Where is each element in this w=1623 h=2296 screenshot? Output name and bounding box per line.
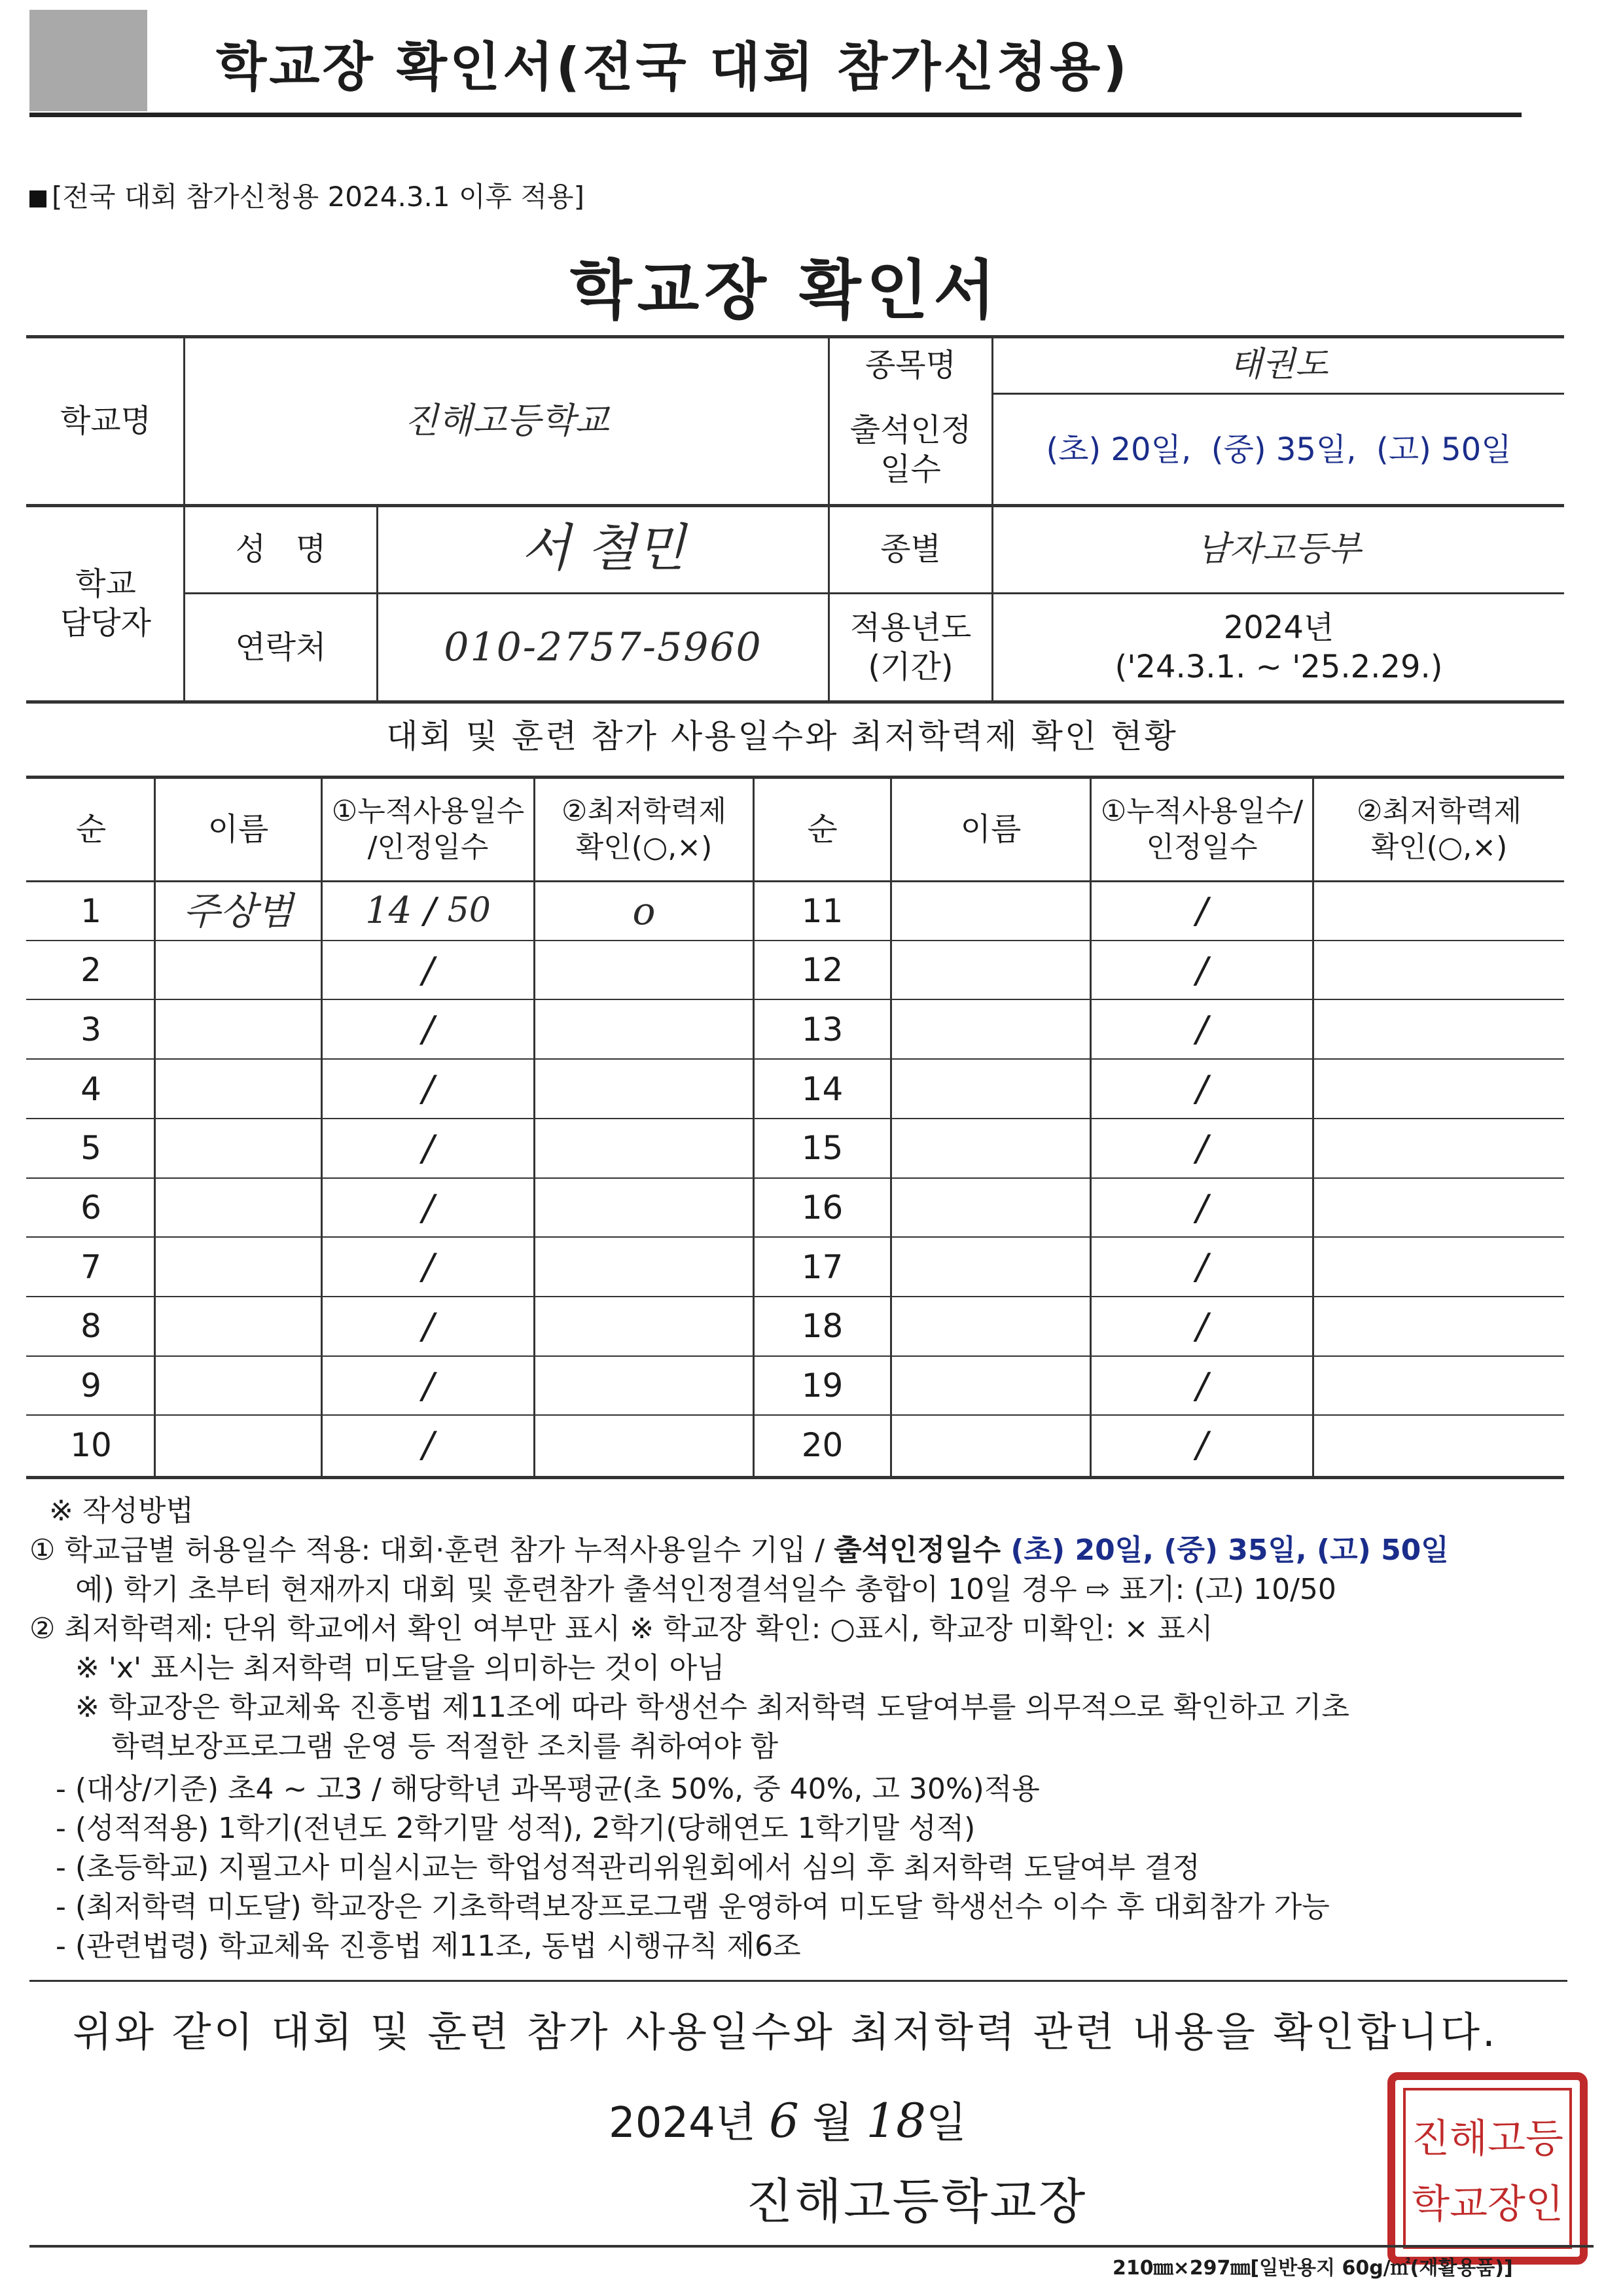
- square-bullet-icon: [29, 190, 46, 207]
- instruction-note-2: ※ 학교장은 학교체육 진흥법 제11조에 따라 학생선수 최저학력 도달여부를 의무적으로 확인하고 기초: [75, 1691, 1349, 1724]
- right-seq: 15: [801, 1129, 844, 1168]
- right-seq: 12: [801, 951, 844, 990]
- right-seq: 11: [801, 891, 844, 930]
- left-name-cell: [156, 1120, 321, 1177]
- instruction-item-1-days: (초) 20일, (중) 35일, (고) 50일: [1001, 1534, 1449, 1567]
- left-name-cell: [156, 1238, 321, 1296]
- left-check: o: [632, 888, 656, 933]
- school-label: 학교명: [60, 402, 152, 439]
- slash-separator: /: [1196, 949, 1208, 991]
- left-check-cell: [535, 1001, 753, 1058]
- notice-line: [29, 175, 584, 215]
- header-seq: 순: [75, 810, 107, 848]
- right-name-cell: [892, 1298, 1090, 1355]
- left-name-cell: [156, 1060, 321, 1118]
- right-days-cell: [1092, 1357, 1312, 1415]
- instruction-bullet: - (초등학교) 지필고사 미실시교는 학업성적관리위원회에서 심의 후 최저학력 도달여부 결정: [56, 1851, 1200, 1884]
- date-year: 2024년: [609, 2099, 756, 2147]
- right-name-cell: [892, 1416, 1090, 1474]
- slash-separator: /: [421, 1424, 435, 1466]
- year-value: 2024년 ('24.3.1. ~ '25.2.29.): [1115, 609, 1443, 685]
- slash-separator: /: [1196, 1424, 1208, 1466]
- right-seq: 20: [801, 1426, 844, 1464]
- right-days-cell: [1092, 1416, 1312, 1474]
- seal-text-bottom: 학교장인: [1412, 2181, 1563, 2227]
- slash-separator: /: [421, 1365, 435, 1407]
- right-seq-cell: [755, 1179, 890, 1237]
- header-divider: [29, 113, 1522, 117]
- name-label: 성 명: [235, 531, 327, 567]
- header-check-right: ②최저학력제 확인(○,×): [1357, 794, 1522, 864]
- section-caption: 대회 및 훈련 참가 사용일수와 최저학력제 확인 현황: [386, 717, 1178, 755]
- left-days-cell: [323, 1179, 533, 1237]
- right-days-cell: [1092, 1001, 1312, 1058]
- left-days-cell: [323, 1357, 533, 1415]
- year-label: 적용년도 (기간): [849, 609, 972, 685]
- left-check-cell: [535, 1120, 753, 1177]
- slash-separator: /: [1196, 1009, 1208, 1050]
- right-check-cell: [1314, 1416, 1564, 1474]
- right-seq: 16: [801, 1189, 844, 1227]
- instruction-bullet: - (관련법령) 학교체육 진흥법 제11조, 동법 시행규칙 제6조: [56, 1929, 801, 1963]
- right-seq: 17: [801, 1247, 844, 1286]
- footer-divider: [29, 2245, 1594, 2248]
- left-days-cell: [323, 1060, 533, 1118]
- left-check-cell: [535, 1179, 753, 1237]
- left-seq: 3: [80, 1010, 101, 1049]
- right-name-cell: [892, 1060, 1090, 1118]
- instruction-item-1-text: ① 학교급별 허용일수 적용: 대회·훈련 참가 누적사용일수 기입 /: [29, 1534, 834, 1567]
- days-allowed: 50: [447, 891, 491, 931]
- left-seq-cell: [28, 1001, 154, 1058]
- left-seq-cell: [28, 1357, 154, 1415]
- right-name-cell: [892, 1001, 1090, 1058]
- left-seq: 5: [80, 1129, 101, 1168]
- table-row-rule: [26, 940, 1564, 941]
- left-check-cell: [535, 1060, 753, 1118]
- sport-value: 태권도: [1229, 345, 1329, 384]
- right-seq: 18: [801, 1307, 844, 1346]
- instruction-example: 예) 학기 초부터 현재까지 대회 및 훈련참가 출석인정결석일수 총합이 10일 경우 ⇨ 표기: (고) 10/50: [75, 1573, 1336, 1606]
- contact-value: 010-2757-5960: [444, 624, 762, 670]
- right-days-cell: [1092, 1120, 1312, 1177]
- slash-separator: /: [421, 1009, 435, 1050]
- table-bottom-border: [26, 1476, 1564, 1479]
- instruction-note-2-cont: 학력보장프로그램 운영 등 적절한 조치를 취하여야 함: [111, 1730, 779, 1763]
- right-seq-cell: [755, 1298, 890, 1355]
- left-days-cell: [323, 1238, 533, 1296]
- principal-name: 진해고등학교장: [746, 2174, 1088, 2230]
- right-name-cell: [892, 1357, 1090, 1415]
- slash-separator: /: [1196, 1127, 1208, 1169]
- instruction-bullet: - (최저학력 미도달) 학교장은 기초학력보장프로그램 운영하여 미도달 학생선수 이수 후 대회참가 가능: [56, 1890, 1330, 1924]
- header-title: 학교장 확인서(전국 대회 참가신청용): [216, 37, 1130, 98]
- left-name-cell: [156, 1357, 321, 1415]
- left-name-cell: [156, 1298, 321, 1355]
- right-seq-cell: [755, 1060, 890, 1118]
- right-name-cell: [892, 882, 1090, 940]
- right-check-cell: [1314, 1357, 1564, 1415]
- division-value: 남자고등부: [1196, 529, 1361, 569]
- attendance-label: 출석인정 일수: [849, 411, 972, 488]
- slash-separator: /: [1196, 1365, 1208, 1407]
- right-seq-cell: [755, 1238, 890, 1296]
- date-month-unit: 월: [812, 2099, 853, 2147]
- date-day-unit: 일: [926, 2099, 967, 2147]
- right-seq-cell: [755, 1416, 890, 1474]
- left-name-cell: [156, 942, 321, 999]
- instruction-bullet: - (성적적용) 1학기(전년도 2학기말 성적), 2학기(당해연도 1학기말 성적): [56, 1812, 976, 1845]
- seal-text-top: 진해고등: [1412, 2116, 1563, 2162]
- right-seq-cell: [755, 942, 890, 999]
- left-seq-cell: [28, 942, 154, 999]
- days-used: 14: [365, 889, 412, 932]
- instruction-bullet: - (대상/기준) 초4 ~ 고3 / 해당학년 과목평균(초 50%, 중 40%, 고 30%)적용: [56, 1772, 1040, 1806]
- right-seq-cell: [755, 882, 890, 940]
- right-check-cell: [1314, 942, 1564, 999]
- header-name-right: 이름: [960, 810, 1022, 848]
- info-bottom-border: [26, 700, 1564, 704]
- slash-separator: /: [421, 1246, 435, 1288]
- name-value: 서 철민: [521, 519, 685, 579]
- right-days-cell: [1092, 1179, 1312, 1237]
- left-days-cell: [323, 1298, 533, 1355]
- contact-label: 연락처: [235, 629, 327, 666]
- instruction-item-2: ② 최저학력제: 단위 학교에서 확인 여부만 표시 ※ 학교장 확인: ○표시, 학교장 미확인: × 표시: [29, 1612, 1213, 1645]
- instruction-item-1: [29, 1534, 1449, 1568]
- left-seq-cell: [28, 1179, 154, 1237]
- sport-label: 종목명: [865, 346, 957, 384]
- left-days-cell: [323, 1416, 533, 1474]
- date-day: 18: [866, 2093, 926, 2148]
- header-days-right: ①누적사용일수/ 인정일수: [1100, 794, 1304, 864]
- official-seal-icon: [1380, 2067, 1596, 2270]
- left-days-cell: [323, 1120, 533, 1177]
- right-name-cell: [892, 1238, 1090, 1296]
- right-check-cell: [1314, 1179, 1564, 1237]
- header-seq-right: 순: [807, 810, 838, 848]
- left-seq-cell: [28, 1238, 154, 1296]
- paper-spec: 210㎜×297㎜[일반용지 60g/㎡(재활용품)]: [1113, 2257, 1513, 2280]
- left-seq: 1: [80, 891, 101, 930]
- instruction-note-1: ※ 'x' 표시는 최저학력 미도달을 의미하는 것이 아님: [75, 1651, 725, 1685]
- right-seq: 14: [801, 1069, 844, 1108]
- header-check: ②최저학력제 확인(○,×): [562, 794, 726, 864]
- left-name: 주상범: [183, 888, 294, 933]
- left-seq-cell: [28, 1120, 154, 1177]
- school-value: 진해고등학교: [404, 399, 609, 441]
- right-check-cell: [1314, 1001, 1564, 1058]
- left-seq-cell: [28, 1060, 154, 1118]
- right-check-cell: [1314, 1238, 1564, 1296]
- division-label: 종별: [880, 531, 941, 567]
- date-month: 6: [769, 2093, 799, 2148]
- right-check-cell: [1314, 1120, 1564, 1177]
- left-seq-cell: [28, 1298, 154, 1355]
- right-seq: 19: [801, 1367, 844, 1405]
- slash-separator: /: [1196, 1246, 1208, 1288]
- left-seq: 10: [70, 1426, 112, 1464]
- table-row-rule: [26, 1296, 1564, 1297]
- right-days-cell: [1092, 882, 1312, 940]
- right-seq: 13: [801, 1010, 844, 1049]
- left-seq: 9: [80, 1367, 101, 1405]
- right-name-cell: [892, 1120, 1090, 1177]
- manager-label: 학교 담당자: [60, 565, 152, 641]
- right-days-cell: [1092, 1238, 1312, 1296]
- right-seq-cell: [755, 1120, 890, 1177]
- notice-text: [전국 대회 참가신청용 2024.3.1 이후 적용]: [52, 181, 584, 213]
- slash-separator: /: [1196, 1305, 1208, 1347]
- slash-separator: /: [1196, 890, 1208, 932]
- slash-separator: /: [421, 1127, 435, 1169]
- slash-separator: /: [421, 1068, 435, 1110]
- seal-border: [1391, 2076, 1584, 2261]
- left-seq: 7: [80, 1247, 101, 1286]
- right-seq-cell: [755, 1001, 890, 1058]
- table-row-rule: [26, 1118, 1564, 1119]
- left-seq: 4: [80, 1069, 101, 1108]
- table-row-rule: [26, 1058, 1564, 1060]
- slash-separator: /: [1196, 1187, 1208, 1229]
- header-name: 이름: [207, 810, 269, 848]
- right-seq-cell: [755, 1357, 890, 1415]
- slash-separator: /: [421, 949, 435, 991]
- right-days-cell: [1092, 1060, 1312, 1118]
- left-name-cell: [156, 882, 321, 940]
- confirm-divider: [29, 1980, 1567, 1982]
- slash-separator: /: [1196, 1068, 1208, 1110]
- slash-separator: /: [423, 890, 436, 932]
- left-days-cell: [323, 942, 533, 999]
- left-seq: 6: [80, 1189, 101, 1227]
- right-name-cell: [892, 1179, 1090, 1237]
- left-check-cell: [535, 1357, 753, 1415]
- slash-separator: /: [421, 1305, 435, 1347]
- confirm-statement: 위와 같이 대회 및 훈련 참가 사용일수와 최저학력 관련 내용을 확인합니다.: [73, 2008, 1498, 2056]
- table-row-rule: [26, 1414, 1564, 1416]
- left-name-cell: [156, 1001, 321, 1058]
- signing-date: [609, 2089, 967, 2149]
- left-name-cell: [156, 1179, 321, 1237]
- right-name-cell: [892, 942, 1090, 999]
- left-days-cell: [323, 1001, 533, 1058]
- slash-separator: /: [421, 1187, 435, 1229]
- right-days-cell: [1092, 942, 1312, 999]
- left-check-cell: [535, 942, 753, 999]
- left-seq: 2: [80, 951, 101, 990]
- instruction-item-1-bold: 출석인정일수: [834, 1534, 1001, 1567]
- left-name-cell: [156, 1416, 321, 1474]
- left-check-cell: [535, 1298, 753, 1355]
- document-title: 학교장 확인서: [569, 253, 1001, 328]
- right-days-cell: [1092, 1298, 1312, 1355]
- redacted-box: [29, 10, 147, 111]
- left-seq-cell: [28, 882, 154, 940]
- right-check-cell: [1314, 882, 1564, 940]
- header-days: ①누적사용일수 /인정일수: [331, 794, 525, 864]
- left-check-cell: [535, 882, 753, 940]
- table-row-rule: [26, 1236, 1564, 1238]
- attendance-value: (초) 20일, (중) 35일, (고) 50일: [1046, 431, 1512, 468]
- left-seq-cell: [28, 1416, 154, 1474]
- left-seq: 8: [80, 1307, 101, 1346]
- right-check-cell: [1314, 1060, 1564, 1118]
- instructions-heading: ※ 작성방법: [49, 1494, 194, 1528]
- right-check-cell: [1314, 1298, 1564, 1355]
- left-check-cell: [535, 1238, 753, 1296]
- left-check-cell: [535, 1416, 753, 1474]
- left-days-cell: [323, 882, 533, 940]
